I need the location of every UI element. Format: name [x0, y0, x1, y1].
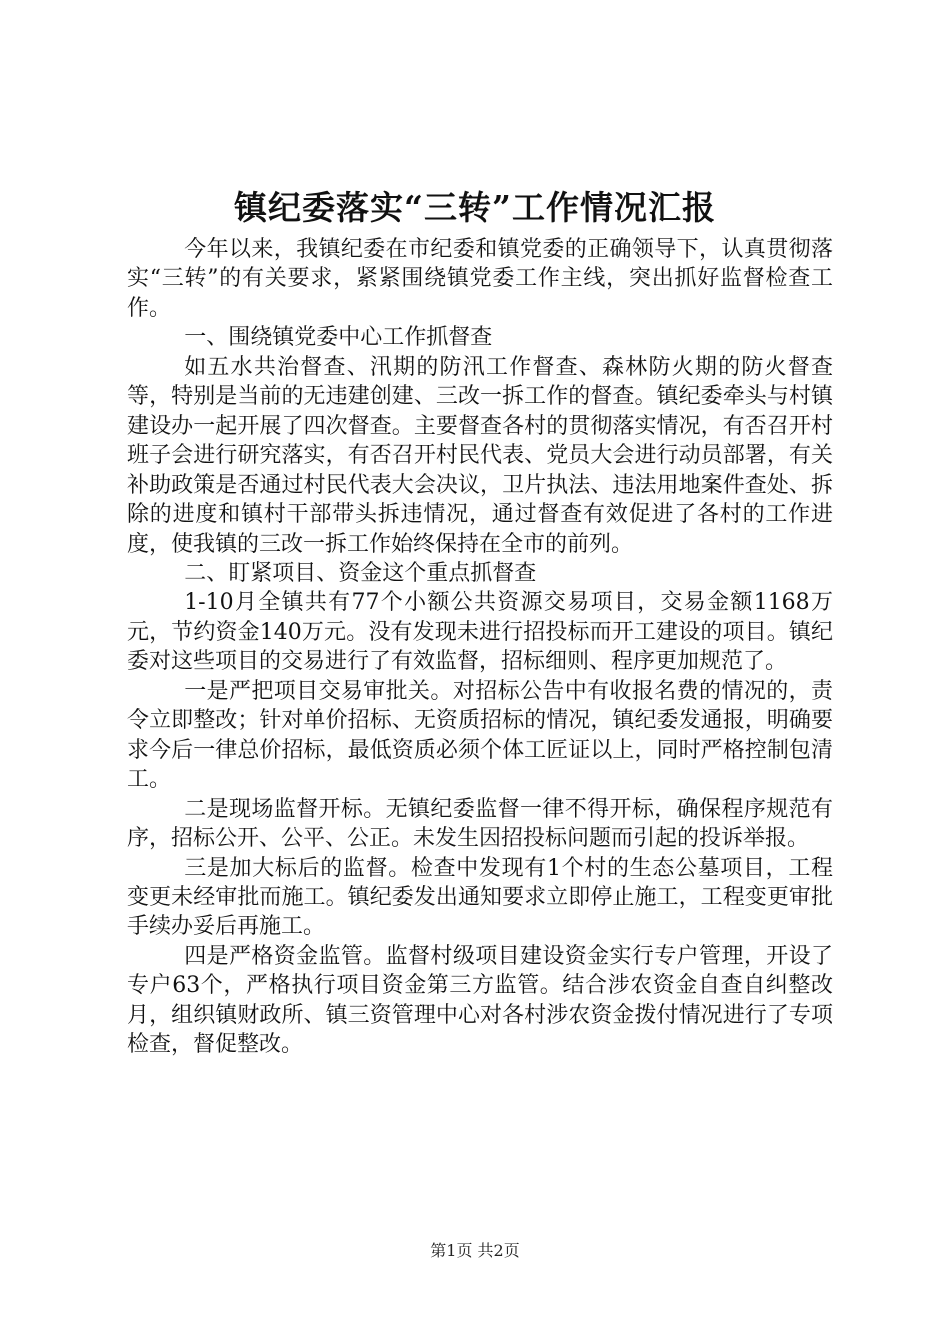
paragraph-intro: 今年以来，我镇纪委在市纪委和镇党委的正确领导下，认真贯彻落实“三转”的有关要求，紧紧围绕镇党委工作主线，突出抓好监督检查工作。	[127, 237, 833, 321]
paragraph-item-4: 四是严格资金监管。监督村级项目建设资金实行专户管理，开设了专户63个，严格执行项目资金第三方监管。结合涉农资金自查自纠整改月，组织镇财政所、镇三资管理中心对各村涉农资金拨付情况进行了专项检查，督促整改。	[127, 943, 833, 1058]
paragraph-item-2: 二是现场监督开标。无镇纪委监督一律不得开标，确保程序规范有序，招标公开、公平、公正。未发生因招投标问题而引起的投诉举报。	[127, 796, 833, 852]
paragraph-section-2: 1-10月全镇共有77个小额公共资源交易项目，交易金额1168万元，节约资金140万元。没有发现未进行招投标而开工建设的项目。镇纪委对这些项目的交易进行了有效监督，招标细则、程序更加规范了。	[127, 590, 833, 675]
paragraph-section-1: 如五水共治督查、汛期的防汛工作督查、森林防火期的防火督查等，特别是当前的无违建创建、三改一拆工作的督查。镇纪委牵头与村镇建设办一起开展了四次督查。主要督查各村的贯彻落实情况，有否召开村班子会进行研究落实，有否召开村民代表、党员大会进行动员部署，有关补助政策是否通过村民代表大会决议，卫片执法、违法用地案件查处、拆除的进度和镇村干部带头拆违情况，通过督查有效促进了各村的工作进度，使我镇的三改一拆工作始终保持在全市的前列。	[127, 354, 833, 557]
paragraph-item-1: 一是严把项目交易审批关。对招标公告中有收报名费的情况的，责令立即整改；针对单价招标、无资质招标的情况，镇纪委发通报，明确要求今后一律总价招标，最低资质必须个体工匠证以上，同时严格控制包清工。	[127, 678, 833, 793]
document-title: 镇纪委落实“三转”工作情况汇报	[234, 188, 716, 227]
page-number-footer: 第1页 共2页	[430, 1241, 520, 1260]
section-heading-2: 二、盯紧项目、资金这个重点抓督查	[184, 560, 537, 586]
section-heading-1: 一、围绕镇党委中心工作抓督查	[184, 325, 493, 351]
paragraph-item-3: 三是加大标后的监督。检查中发现有1个村的生态公墓项目，工程变更未经审批而施工。镇纪委发出通知要求立即停止施工，工程变更审批手续办妥后再施工。	[127, 855, 833, 940]
document-body	[127, 235, 833, 1060]
